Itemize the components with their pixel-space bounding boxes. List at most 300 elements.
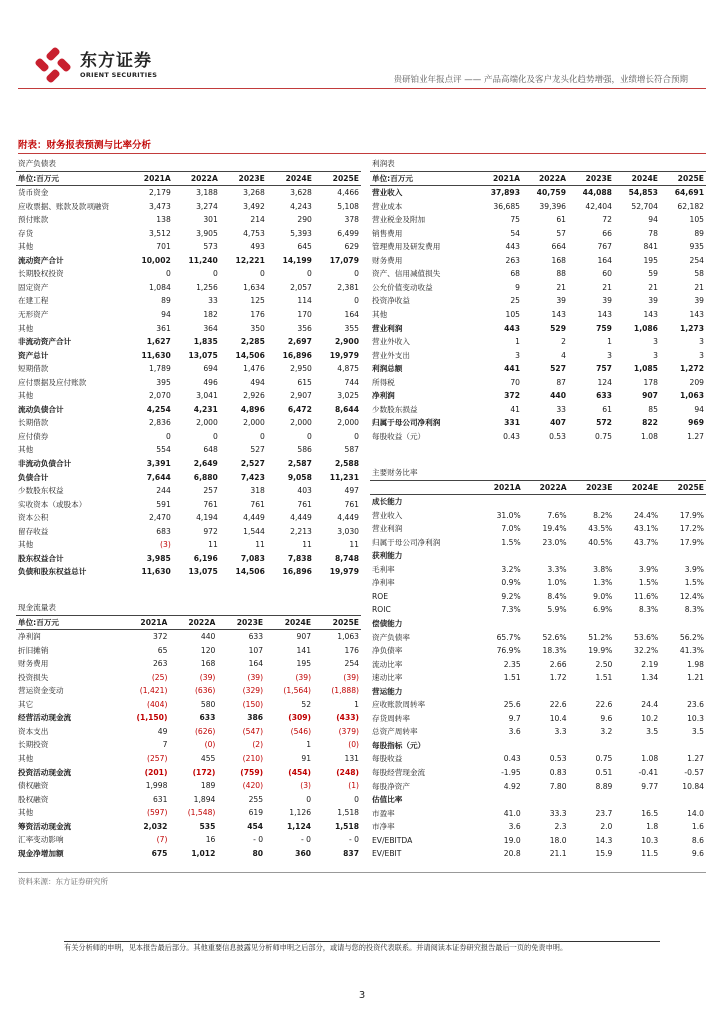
row-label: 市盈率 (372, 808, 395, 818)
value-cell: 1,063 (337, 632, 359, 642)
row-label: 市净率 (372, 822, 395, 832)
row-label: 负债和股东权益总计 (18, 567, 87, 577)
value-cell: 407 (550, 418, 566, 428)
row-label: 归属于母公司净利润 (372, 418, 441, 428)
value-cell: 143 (597, 310, 612, 320)
empty-cell (477, 793, 523, 807)
value-cell: 9.7 (508, 713, 521, 723)
empty-cell (477, 685, 523, 699)
value-cell: 0 (306, 794, 312, 804)
value-cell: 52.6% (542, 632, 567, 642)
value-cell: 395 (156, 377, 171, 387)
table-row (16, 644, 361, 658)
value-cell: 2.3 (554, 822, 567, 832)
table-row (370, 200, 706, 214)
row-label: 营业收入 (372, 510, 403, 520)
value-cell: 619 (248, 808, 264, 818)
empty-cell (569, 617, 615, 631)
row-label: 每股经营现金流 (372, 768, 426, 778)
value-cell: 1,476 (243, 364, 265, 374)
value-cell: 2,179 (149, 188, 171, 198)
value-cell: 496 (203, 377, 218, 387)
value-cell: 3.3 (554, 727, 567, 737)
value-cell: 694 (203, 364, 218, 374)
value-cell: 1,998 (145, 781, 168, 791)
value-cell: 440 (200, 632, 216, 642)
table-row (370, 671, 706, 685)
value-cell: 648 (203, 445, 218, 455)
value-cell: 51.2% (588, 632, 613, 642)
row-label: 归属于母公司净利润 (372, 537, 441, 547)
empty-cell (660, 617, 706, 631)
value-cell: 9.6 (691, 849, 704, 859)
logo-chinese-name: 东方证券 (80, 51, 152, 71)
value-cell: 0.75 (595, 754, 613, 764)
value-cell: 440 (550, 391, 566, 401)
value-cell: 1.8 (646, 822, 659, 832)
value-cell: 3.2 (600, 727, 613, 737)
value-cell: 2,588 (334, 459, 359, 469)
value-cell: 761 (203, 499, 218, 509)
row-label: 在建工程 (18, 296, 49, 306)
value-cell: 3.3% (547, 564, 567, 574)
value-cell: 664 (551, 242, 566, 252)
empty-cell (614, 685, 660, 699)
value-cell: 94 (161, 310, 171, 320)
row-label: 经营活动现金流 (18, 713, 72, 723)
value-cell: 9 (515, 282, 520, 292)
table-row (16, 766, 361, 780)
row-label: 每股指标（元） (372, 740, 426, 750)
value-cell: 580 (200, 699, 216, 709)
value-cell: 1,086 (633, 323, 658, 333)
value-cell: 143 (551, 310, 566, 320)
value-cell: 78 (648, 228, 658, 238)
value-cell: 935 (689, 242, 704, 252)
value-cell: 59 (648, 269, 658, 279)
value-cell: 13,075 (188, 567, 218, 577)
value-cell: 744 (344, 377, 359, 387)
table-row (16, 200, 361, 214)
value-cell: (7) (156, 835, 168, 845)
table-title: 利润表 (372, 159, 395, 168)
value-cell: 6,499 (337, 228, 359, 238)
value-cell: 633 (596, 391, 612, 401)
value-cell: 4,231 (193, 404, 218, 414)
value-cell: 19,979 (329, 350, 359, 360)
value-cell: 39 (556, 296, 566, 306)
value-cell: 23.6 (687, 700, 704, 710)
value-cell: 631 (152, 794, 168, 804)
table-row (370, 254, 706, 268)
value-cell: -0.41 (638, 768, 659, 778)
value-cell: 2,000 (196, 418, 218, 428)
row-label: 资本支出 (18, 726, 49, 736)
value-cell: 254 (689, 255, 704, 265)
value-cell: 9.0% (593, 591, 613, 601)
value-cell: 189 (200, 781, 216, 791)
value-cell: 168 (200, 659, 216, 669)
row-label: 流动资产合计 (18, 255, 64, 265)
empty-cell (614, 549, 660, 563)
value-cell: 2,527 (240, 459, 265, 469)
value-cell: 65.7% (496, 632, 521, 642)
value-cell: 4,449 (243, 513, 265, 523)
value-cell: 14,506 (235, 567, 265, 577)
value-cell: 19.4% (542, 524, 567, 534)
value-cell: 2,285 (240, 337, 265, 347)
value-cell: 0.43 (503, 754, 521, 764)
table-row (16, 820, 361, 834)
value-cell: (309) (288, 713, 312, 723)
value-cell: 91 (301, 754, 312, 764)
year-header: 2023E (569, 480, 615, 495)
value-cell: 1,835 (193, 337, 218, 347)
value-cell: (433) (336, 713, 359, 723)
value-cell: 2,649 (193, 459, 218, 469)
value-cell: 3.2% (501, 564, 521, 574)
value-cell: 244 (156, 486, 171, 496)
value-cell: (25) (151, 672, 168, 682)
row-label: 获利能力 (372, 551, 403, 561)
value-cell: 12.4% (679, 591, 704, 601)
value-cell: (1,548) (187, 808, 216, 818)
value-cell: 2.0 (600, 822, 613, 832)
empty-cell (569, 466, 615, 480)
row-label: 其他 (18, 323, 34, 333)
value-cell: 7.80 (549, 781, 567, 791)
table-row (16, 657, 361, 671)
empty-cell (477, 617, 523, 631)
value-cell: 209 (689, 377, 704, 387)
value-cell: 40.5% (588, 537, 613, 547)
value-cell: 8.3% (638, 605, 659, 615)
value-cell: (2) (252, 740, 264, 750)
row-label: 营运资金变动 (18, 686, 64, 696)
value-cell: 94 (648, 215, 658, 225)
value-cell: 1.5% (501, 537, 521, 547)
value-cell: 3,473 (149, 201, 171, 211)
value-cell: 195 (643, 255, 658, 265)
table-row (370, 335, 706, 349)
value-cell: 33.3 (549, 808, 567, 818)
value-cell: 4,466 (337, 188, 359, 198)
value-cell: 443 (505, 242, 520, 252)
value-cell: 5,108 (337, 201, 359, 211)
table-row (370, 590, 706, 604)
value-cell: (546) (290, 726, 312, 736)
table-row (16, 349, 361, 363)
value-cell: 455 (200, 754, 216, 764)
value-cell: 39,396 (539, 201, 566, 211)
value-cell: 16 (205, 835, 216, 845)
table-row (370, 362, 706, 376)
value-cell: 195 (296, 659, 312, 669)
value-cell: 17.9% (679, 537, 704, 547)
value-cell: 633 (248, 632, 264, 642)
value-cell: 454 (247, 821, 264, 831)
value-cell: 52 (301, 699, 312, 709)
table-row (16, 240, 361, 254)
value-cell: 1.98 (687, 659, 704, 669)
value-cell: 85 (648, 404, 658, 414)
value-cell: 52,704 (631, 201, 658, 211)
unit-label: 单位:百万元 (16, 615, 121, 630)
value-cell: 1.34 (641, 673, 659, 683)
value-cell: - 0 (349, 835, 359, 845)
value-cell: 105 (689, 215, 704, 225)
value-cell: 1,894 (193, 794, 216, 804)
row-label: 每股收益（元） (372, 431, 426, 441)
value-cell: 20.8 (503, 849, 521, 859)
table-title-row (16, 157, 361, 171)
table-row (16, 294, 361, 308)
value-cell: 6,472 (287, 404, 312, 414)
value-cell: 7,644 (146, 472, 171, 482)
value-cell: 527 (550, 364, 566, 374)
value-cell: 120 (200, 645, 216, 655)
value-cell: 19.0 (503, 835, 521, 845)
value-cell: 176 (250, 310, 265, 320)
value-cell: 3,030 (337, 526, 359, 536)
value-cell: 3,905 (196, 228, 218, 238)
value-cell: 5.9% (547, 605, 567, 615)
value-cell: 44,088 (582, 188, 612, 198)
table-title: 主要财务比率 (372, 468, 418, 477)
value-cell: 17,079 (329, 255, 359, 265)
empty-cell (614, 793, 660, 807)
value-cell: 164 (344, 310, 359, 320)
empty-cell (477, 549, 523, 563)
value-cell: 3 (515, 350, 520, 360)
table-row (16, 308, 361, 322)
value-cell: 21 (648, 282, 658, 292)
value-cell: 757 (596, 364, 612, 374)
value-cell: 3,512 (149, 228, 171, 238)
value-cell: 89 (161, 296, 171, 306)
value-cell: 6,880 (193, 472, 218, 482)
row-label: 投资净收益 (372, 296, 410, 306)
table-row (16, 416, 361, 430)
value-cell: 767 (597, 242, 612, 252)
value-cell: 3.9% (684, 564, 704, 574)
section-row (370, 549, 706, 563)
value-cell: 18.3% (542, 646, 567, 656)
value-cell: 2 (561, 337, 566, 347)
value-cell: 1.08 (641, 754, 659, 764)
empty-cell (569, 549, 615, 563)
value-cell: 164 (597, 255, 612, 265)
row-label: 应收账款周转率 (372, 700, 426, 710)
value-cell: 1.27 (687, 431, 704, 441)
table-row (370, 725, 706, 739)
value-cell: (454) (288, 767, 312, 777)
table-row (370, 847, 706, 861)
value-cell: 972 (203, 526, 218, 536)
company-logo (34, 46, 157, 84)
value-cell: 56.2% (679, 632, 704, 642)
value-cell: 16,896 (282, 567, 312, 577)
table-row (16, 538, 361, 552)
value-cell: 591 (156, 499, 171, 509)
value-cell: 2,000 (290, 418, 312, 428)
value-cell: - 0 (253, 835, 264, 845)
row-label: ROIC (372, 605, 391, 615)
value-cell: 9,058 (287, 472, 312, 482)
table-row (16, 389, 361, 403)
value-cell: 4,753 (243, 228, 265, 238)
row-label: 速动比率 (372, 673, 403, 683)
value-cell: 24.4 (641, 700, 659, 710)
value-cell: 3.6 (508, 822, 521, 832)
value-cell: 378 (344, 215, 359, 225)
empty-cell (217, 601, 265, 615)
row-label: 资产、信用减值损失 (372, 269, 441, 279)
table-row (16, 281, 361, 295)
year-header: 2024E (614, 171, 660, 186)
value-cell: 114 (297, 296, 312, 306)
value-cell: 493 (250, 242, 265, 252)
table-row (370, 658, 706, 672)
table-row (16, 806, 361, 820)
row-label: 毛利率 (372, 564, 395, 574)
value-cell: 4,875 (337, 364, 359, 374)
table-title: 资产负债表 (18, 159, 56, 168)
row-label: 利润总额 (372, 364, 403, 374)
value-cell: 6,196 (193, 553, 218, 563)
value-cell: 11.6% (634, 591, 659, 601)
value-cell: 0 (165, 269, 171, 279)
row-label: 投资损失 (18, 672, 49, 682)
section-row (370, 739, 706, 753)
year-header: 2023E (220, 171, 267, 186)
value-cell: 0.51 (595, 768, 613, 778)
value-cell: 11 (255, 540, 265, 550)
table-row (370, 213, 706, 227)
cashflow-table (16, 601, 361, 860)
row-label: 非流动负债合计 (18, 459, 72, 469)
empty-cell (660, 793, 706, 807)
table-row (16, 186, 361, 200)
value-cell: 88 (556, 269, 566, 279)
value-cell: 1.21 (687, 673, 704, 683)
value-cell: 6.9% (593, 605, 613, 615)
table-row (370, 766, 706, 780)
table-row (16, 684, 361, 698)
value-cell: 54 (510, 228, 520, 238)
row-label: 净利润 (372, 391, 395, 401)
value-cell: 9.6 (600, 713, 613, 723)
value-cell: 1,012 (191, 848, 216, 858)
row-label: 其他 (18, 242, 34, 252)
value-cell: (39) (199, 672, 216, 682)
value-cell: 0.53 (549, 431, 566, 441)
row-label: EV/EBITDA (372, 835, 413, 845)
value-cell: 255 (248, 794, 264, 804)
value-cell: 761 (344, 499, 359, 509)
row-label: 资产总计 (18, 350, 49, 360)
value-cell: 2,381 (337, 282, 359, 292)
table-row (370, 509, 706, 523)
row-label: 长期股权投资 (18, 269, 64, 279)
value-cell: 12,221 (235, 255, 265, 265)
year-header: 2022A (522, 171, 568, 186)
value-cell: 554 (156, 445, 171, 455)
table-row (370, 522, 706, 536)
value-cell: 8,748 (334, 553, 359, 563)
value-cell: 18.0 (549, 835, 567, 845)
row-label: 货币资金 (18, 188, 49, 198)
table-row (16, 525, 361, 539)
financial-ratios-table (370, 466, 706, 861)
empty-cell (568, 157, 614, 171)
year-header: 2025E (660, 480, 706, 495)
value-cell: 2,000 (243, 418, 265, 428)
value-cell: 7.3% (501, 605, 521, 615)
value-cell: 0 (354, 794, 359, 804)
value-cell: 701 (156, 242, 171, 252)
row-label: 其它 (18, 699, 34, 709)
value-cell: 1,084 (149, 282, 171, 292)
row-label: 每股收益 (372, 754, 403, 764)
value-cell: 1.0% (547, 578, 567, 588)
value-cell: 2.19 (641, 659, 659, 669)
row-label: 股东权益合计 (18, 553, 64, 563)
row-label: 管理费用及研发费用 (372, 242, 441, 252)
row-label: 现金净增加额 (18, 848, 64, 858)
value-cell: 168 (551, 255, 566, 265)
value-cell: 497 (344, 486, 359, 496)
table-row (16, 484, 361, 498)
value-cell: (39) (247, 672, 264, 682)
row-label: 应收票据、账款及款项融资 (18, 201, 110, 211)
row-label: 留存收益 (18, 526, 49, 536)
value-cell: 1.72 (549, 673, 567, 683)
value-cell: 4,254 (146, 404, 171, 414)
value-cell: 89 (694, 228, 704, 238)
value-cell: 2,587 (287, 459, 312, 469)
table-row (16, 738, 361, 752)
value-cell: 94 (694, 404, 704, 414)
value-cell: (329) (242, 686, 264, 696)
value-cell: (379) (338, 726, 359, 736)
value-cell: 1,063 (679, 391, 704, 401)
value-cell: (39) (295, 672, 312, 682)
page-number: 3 (358, 990, 366, 1001)
row-label: 资产负债率 (372, 632, 410, 642)
value-cell: 907 (642, 391, 658, 401)
empty-cell (477, 495, 523, 509)
value-cell: 1,085 (633, 364, 658, 374)
value-cell: 138 (156, 215, 171, 225)
table-row (16, 430, 361, 444)
value-cell: 0 (212, 269, 218, 279)
value-cell: 64,691 (674, 188, 704, 198)
empty-cell (121, 601, 169, 615)
value-cell: 19,979 (329, 567, 359, 577)
value-cell: 14,199 (282, 255, 312, 265)
disclaimer: 有关分析师的申明，见本报告最后部分。其他重要信息披露见分析师申明之后部分，或请与您的投资代表联系。并请阅读本证券研究报告最后一页的免责申明。 (64, 943, 568, 952)
value-cell: 40,759 (536, 188, 566, 198)
year-header: 2021A (121, 615, 169, 630)
section-title: 附表：财务报表预测与比率分析 (18, 140, 152, 151)
value-cell: 66 (602, 228, 612, 238)
table-row (16, 362, 361, 376)
value-cell: 10.2 (641, 713, 659, 723)
value-cell: 1,272 (679, 364, 704, 374)
value-cell: 25 (510, 296, 520, 306)
value-cell: 355 (344, 323, 359, 333)
